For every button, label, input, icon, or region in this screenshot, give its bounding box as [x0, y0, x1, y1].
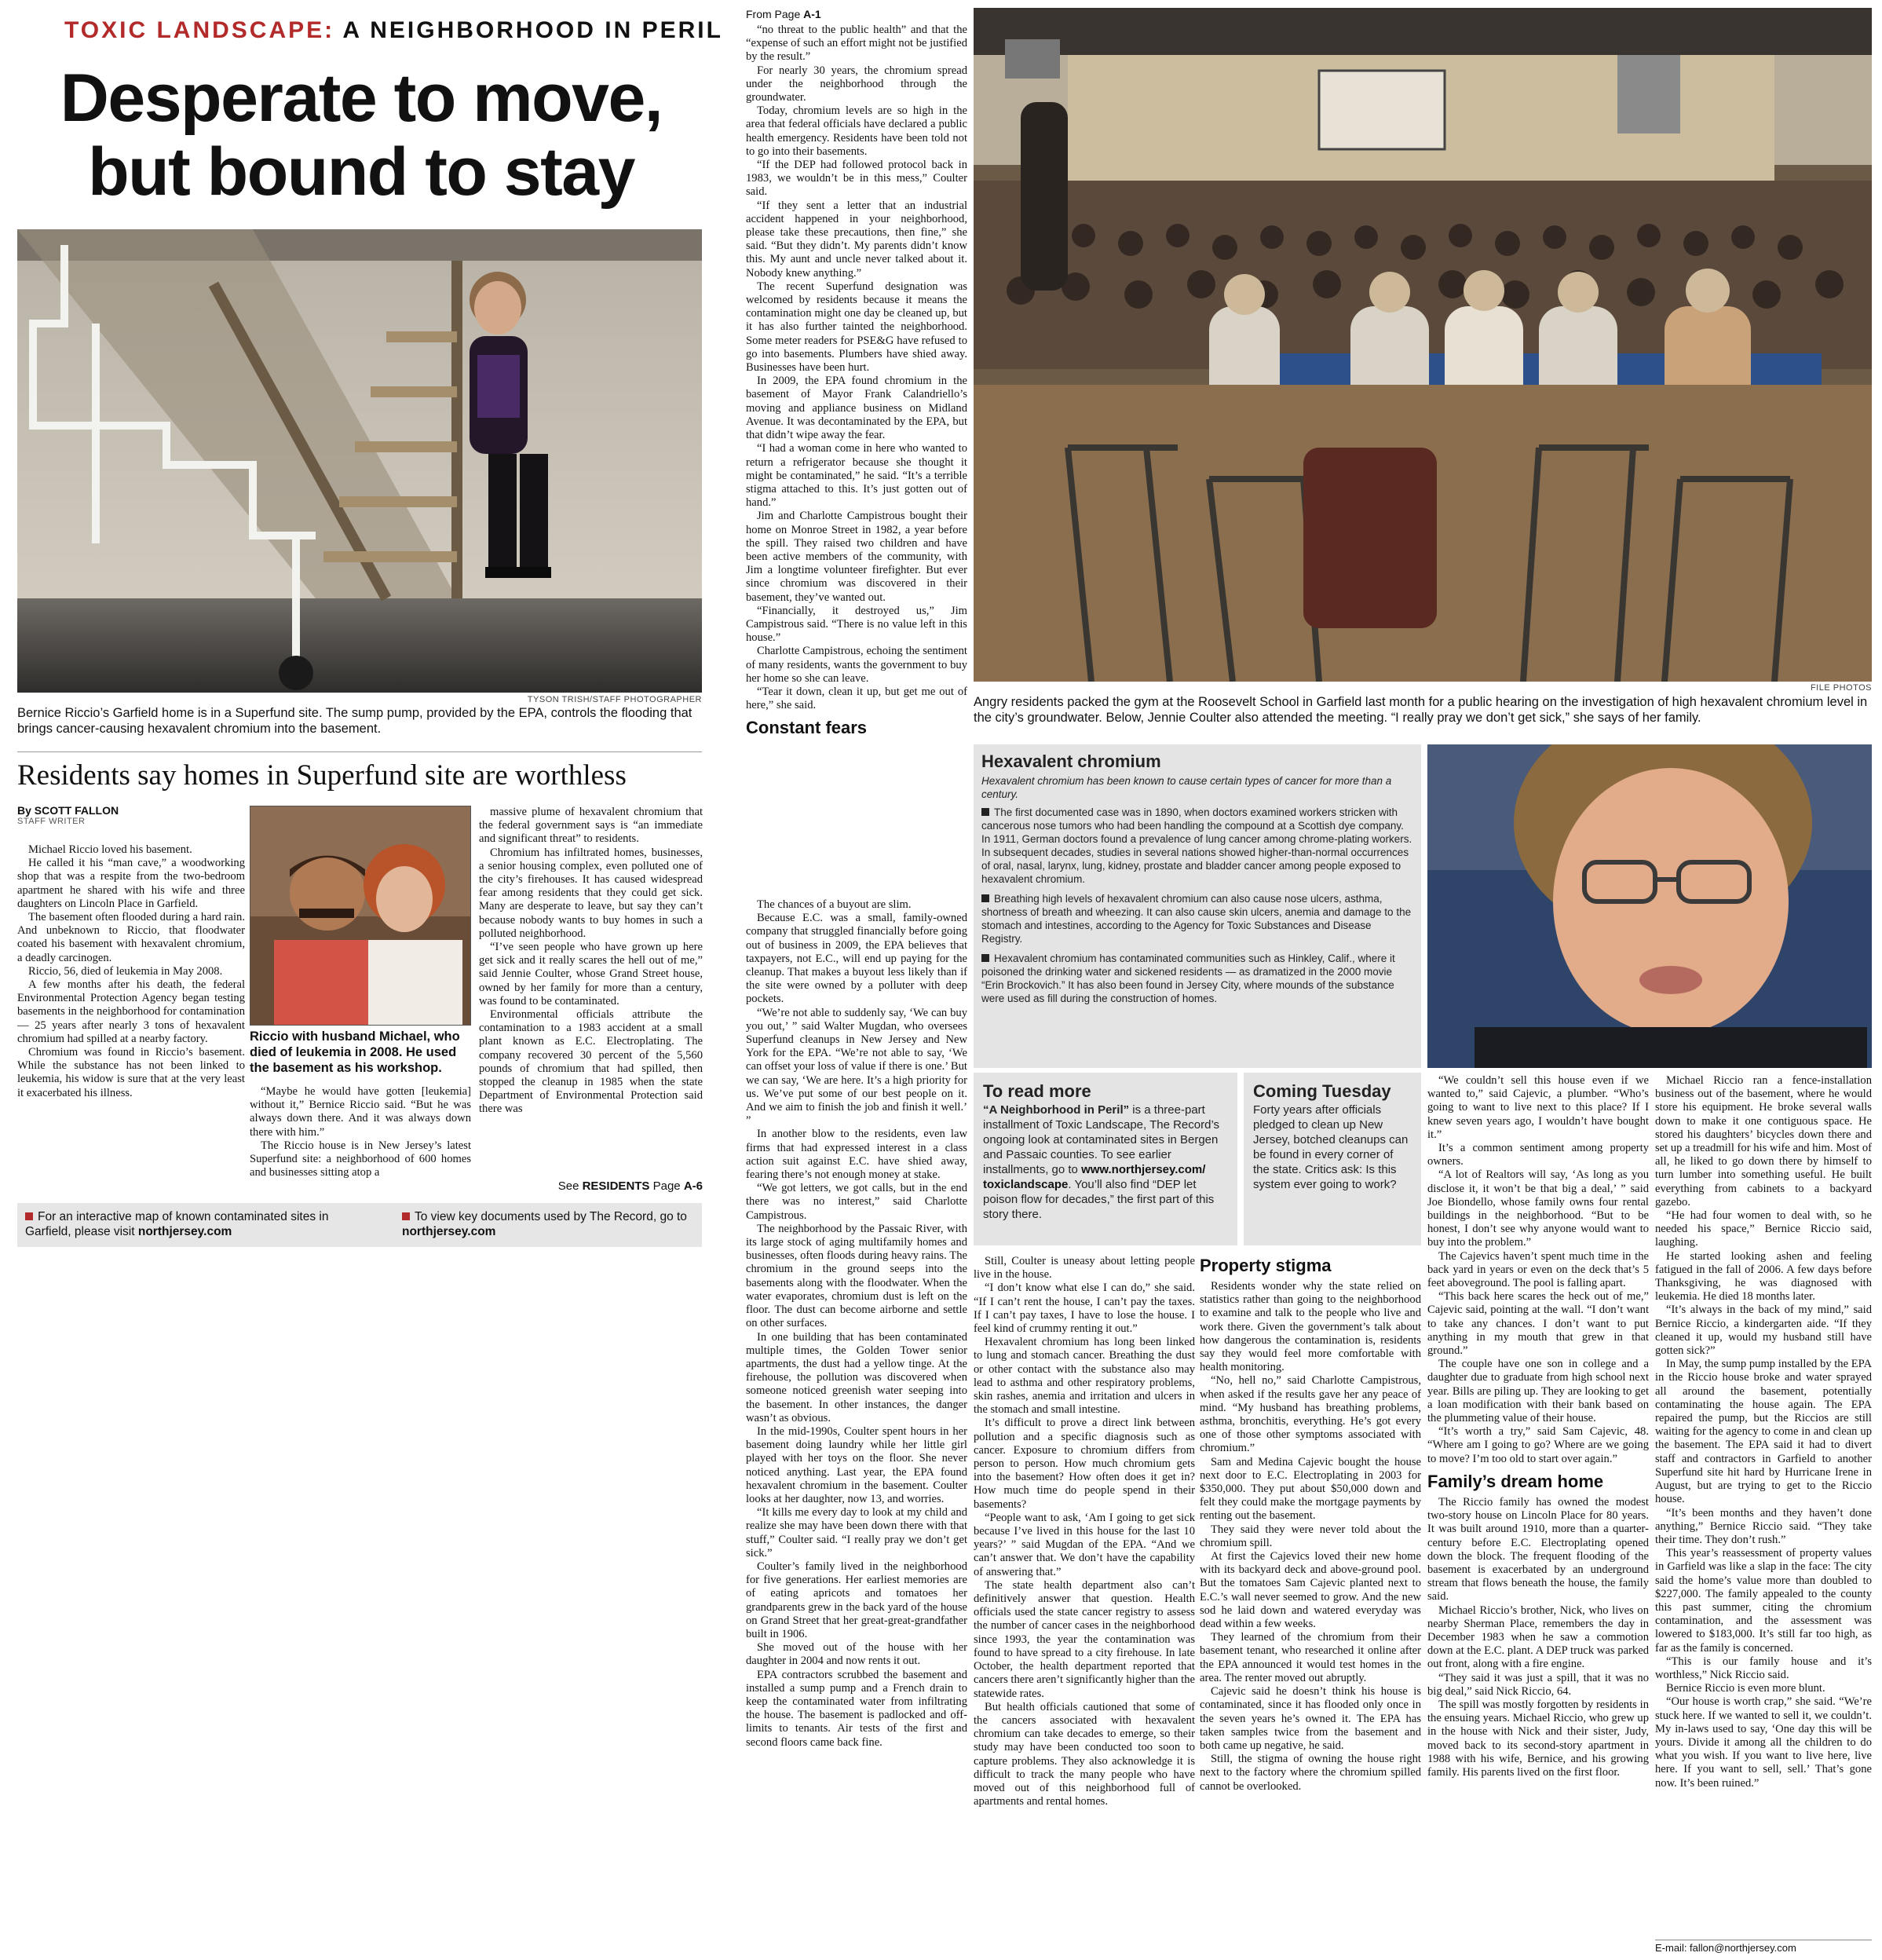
promo-right	[402, 1209, 693, 1239]
paragraph: Chromium was found in Riccio’s basement. While the substance has not been linked to leukemia, his widow is sure that at the very least it exacerbated his illness.	[17, 1046, 245, 1099]
hex-item-text: Breathing high levels of hexavalent chromium can also cause nose ulcers, asthma, shortness of breath and wheezing. It can also cause skin ulcers, anemia and damage to the stomach and intestines, according to the Agency for Toxic Substances and Disease Registry.	[981, 893, 1412, 945]
coming-text: Forty years after officials pledged to clean up New Jersey, botched cleanups can be found in every corner of the state. Critics ask: Is this system ever going to work?	[1253, 1103, 1409, 1191]
paragraph: The Riccio house is in New Jersey’s latest Superfund site: a neighborhood of 600 homes and businesses sitting atop a	[250, 1139, 471, 1179]
paragraph: The couple have one son in college and a daughter due to graduate from high school next year. Bills are piling up. They are looking to get a loan modification with their bank based on the plummeting value of their house.	[1427, 1358, 1649, 1425]
to-read-more-box	[974, 1073, 1237, 1245]
paragraph: Still, the stigma of owning the house right next to the factory where the chromium spilled cannot be overlooked.	[1200, 1753, 1421, 1793]
paragraph: “Our house is worth crap,” she said. “We’re stuck here. If we wanted to sell it, we couldn’t. My in-laws used to say, ‘One day this will be yours. Divide it among all the children to do what you wish. If you want to live here, live here. If you want to sell, sell.’ That’s gone now. It’s been ruined.”	[1655, 1695, 1872, 1790]
paragraph: “It’s worth a try,” said Sam Cajevic, 48. “Where am I going to go? Where are we going to move? I’m too old to start over again.”	[1427, 1425, 1649, 1465]
story-column-d	[1427, 1074, 1649, 1954]
hex-box-item	[981, 892, 1413, 945]
photo-caption: Bernice Riccio’s Garfield home is in a Superfund site. The sump pump, provided by the EPA, controls the flooding that brings cancer-causing hexavalent chromium into the basement.	[17, 706, 693, 736]
paragraph: Residents wonder why the state relied on statistics rather than going to the neighborhood to examine and talk to the people who live and work there. Given the government’s talk about how dangerous the contamination is, residents say they would feel more comfortable with health monitoring.	[1200, 1280, 1421, 1374]
paragraph: “It’s always in the back of my mind,” said Bernice Riccio, a kindergarten aide. “If they cleaned it up, would my husband still have gotten sick?”	[1655, 1304, 1872, 1358]
paragraph: They said they were never told about the chromium spill.	[1200, 1523, 1421, 1549]
paragraph: “Maybe he would have gotten [leukemia] without it,” Bernice Riccio said. “But he was always down there. And it was always down there with him.”	[250, 1085, 471, 1139]
paragraph: “We’re not able to suddenly say, ‘We can buy you out,’ ” said Walter Mugdan, who oversees Superfund cleanups in New Jersey and New York for the EPA. “We’re not able to say, ‘We can offset your loss of value if there is one.’ But we can say, ‘We are here. It’s a high priority for us. We’ve put some of our best people on it. And we aim to finish the job and finish it well.’ ”	[746, 1006, 967, 1128]
inset-caption: Riccio with husband Michael, who died of leukemia in 2008. He used the basement as his workshop.	[250, 1029, 460, 1075]
red-square-bullet-icon	[25, 1212, 33, 1220]
paragraph: Cajevic said he doesn’t think his house is contaminated, since it has flooded only once in the seven years he’s owned it. The EPA has taken samples twice from the basement and both came up negative, he said.	[1200, 1685, 1421, 1752]
big-photo-credit: FILE PHOTOS	[1810, 683, 1872, 693]
story-subhead: Residents say homes in Superfund site are worthless	[17, 759, 627, 792]
meeting-photo-art	[974, 8, 1872, 682]
paragraph: Coulter’s family lived in the neighborhood for five generations. Her earliest memories are of eating apricots and tomatoes her grandparents grew in the back yard of the house on Grand Street that her great-great-grandfather built in 1906.	[746, 1560, 967, 1640]
hex-item-text: Hexavalent chromium has contaminated communities such as Hinkley, Calif., where it poisoned the drinking water and sickened residents — as dramatized in the 2000 movie “Erin Brockovich.” It has also been found in Jersey City, where mounds of the substance were used as fill during the construction of homes.	[981, 953, 1395, 1004]
story-column-1	[17, 843, 245, 1197]
red-square-bullet-icon	[402, 1212, 410, 1220]
paragraph: “It’s been months and they haven’t done anything,” Bernice Riccio said. “They take their time. They don’t rush.”	[1655, 1506, 1872, 1546]
byline-author: By SCOTT FALLON	[17, 804, 119, 817]
paragraph: “If they sent a letter that an industrial accident happened in your neighborhood, please take these precautions, then fine,” she said. “But they didn’t. My parents didn’t know this. My aunt and uncle never talked about it. Nobody knew anything.”	[746, 199, 967, 280]
hex-box-item	[981, 952, 1413, 1005]
paragraph: In May, the sump pump installed by the EPA in the Riccio house broke and water sprayed all around the basement, potentially contaminating the house again. The EPA repaired the pump, but the Riccios are still waiting for the agency to come in and clean up the basement. The EPA said it had to divert staff and contractors in Garfield to another Superfund site hit hard by Hurricane Irene in August, but are trying to get to the Riccio house.	[1655, 1358, 1872, 1506]
coulter-photo	[1427, 744, 1872, 1068]
inset-photo-art	[250, 806, 471, 1026]
section-subhead: Family’s dream home	[1427, 1471, 1604, 1491]
paragraph: massive plume of hexavalent chromium that the federal government says is “an immediate and significant threat” to residents.	[479, 806, 703, 846]
section-subhead: Constant fears	[746, 718, 868, 738]
paragraph: The spill was mostly forgotten by residents in the ensuing years. Michael Riccio, who grew up in the house with Nick and their sister, Judy, moved back to its second-story apartment in 1988 with his wife, Bernice, and his growing family. His parents lived on the first floor.	[1427, 1698, 1649, 1779]
paragraph: Michael Riccio’s brother, Nick, who lives on nearby Sherman Place, remembers the day in December 1983 when he saw a commotion down at the E.C. plant. A DEP truck was parked out front, along with a fire engine.	[1427, 1603, 1649, 1671]
basement-photo-art	[17, 229, 702, 693]
paragraph: It’s difficult to prove a direct link between pollution and a specific diagnosis such as cancer. Exposure to chromium differs from person to person. How much chromium gets into the basement? How often does it get in? How much time do people spend in their basements?	[974, 1417, 1195, 1511]
from-page-label: From Page	[746, 8, 804, 20]
paragraph: “A lot of Realtors will say, ‘As long as you disclose it, it won’t be that big a deal,’ ” said Joe Biondello, whose family owns four rental buildings in the neighborhood. “But to be honest, I don’t see why anyone would want to buy into the problem.”	[1427, 1168, 1649, 1249]
paragraph: “They said it was just a spill, that it was no big deal,” said Nick Riccio, 64.	[1427, 1671, 1649, 1698]
paragraph: The chances of a buyout are slim.	[757, 898, 912, 911]
divider	[17, 751, 702, 752]
paragraph: “He had four women to deal with, so he needed his space,” Bernice Riccio said, laughing.	[1655, 1209, 1872, 1249]
paragraph: Jim and Charlotte Campistrous bought their home on Monroe Street in 1982, a year before the spill. They raised two children and have been active members of the community, with Jim a longtime volunteer firefighter. But ever since chromium was discovered in their basement, they’ve wanted out.	[746, 510, 967, 604]
jump-page-num: A-6	[683, 1179, 703, 1193]
paragraph: The Riccio family has owned the modest two-story house on Lincoln Place for 80 years. It was built around 1910, more than a quarter-century before E.C. Electroplating opened down the block. The frequent flooding of the basement is exacerbated by an underground stream that flows beneath the house, the family said.	[1427, 1495, 1649, 1603]
paragraph: Riccio, 56, died of leukemia in May 2008.	[28, 964, 223, 978]
paragraph: “I had a woman come in here who wanted to return a refrigerator because she thought it might be contaminated,” he said. “It’s a terrible stigma attached to this. It’s just gotten out of hand.”	[746, 442, 967, 510]
paragraph: Because E.C. was a small, family-owned company that struggled financially before going out of business in 2009, the EPA believes that taxpayers, not E.C., will end up paying for the cleanup. That makes a buyout less likely than if the site were owned by a polluter with deep pockets.	[746, 912, 967, 1006]
promo-right-link[interactable]: northjersey.com	[402, 1225, 496, 1238]
read-more-text2: . You’ll also find “DEP let poison flow for decades,” the first part of this story there.	[983, 1178, 1215, 1221]
paragraph: In 2009, the EPA found chromium in the basement of Mayor Frank Calandriello’s moving and appliance business on Midland Avenue. It was decontaminated by the EPA, but that didn’t wipe away the fear.	[746, 375, 967, 442]
byline	[17, 804, 245, 826]
paragraph: In another blow to the residents, even law firms that had expressed interest in a class action suit against E.C. have shied away, fearing there’s not enough money at stake.	[746, 1128, 967, 1182]
headline-line-2: but bound to stay	[88, 134, 634, 210]
paragraph: A few months after his death, the federal Environmental Protection Agency began testing basements in the neighborhood for contamination — 25 years after nearly 3 tons of hexavalent chromium had spilled at a nearby factory.	[17, 978, 245, 1045]
kicker-red: TOXIC LANDSCAPE:	[64, 17, 335, 43]
paragraph: Charlotte Campistrous, echoing the sentiment of many residents, wants the government to buy her home so she can leave.	[746, 645, 967, 685]
basement-photo	[17, 229, 702, 693]
read-more-link[interactable]: www.northjersey.com/ toxiclandscape	[983, 1163, 1206, 1191]
paragraph: “This is our family house and it’s worthless,” Nick Riccio said.	[1655, 1655, 1872, 1681]
hex-box-items	[981, 806, 1413, 1005]
promo-left-link[interactable]: northjersey.com	[137, 1225, 232, 1238]
hex-box-title: Hexavalent chromium	[981, 751, 1161, 771]
meeting-photo	[974, 8, 1872, 682]
paragraph: Still, Coulter is uneasy about letting people live in the house.	[974, 1255, 1195, 1282]
promo-left-text: For an interactive map of known contaminated sites in Garfield, please visit	[25, 1210, 329, 1238]
paragraph: Bernice Riccio is even more blunt.	[1666, 1682, 1825, 1695]
section-kicker	[64, 17, 723, 44]
paragraph: “We got letters, we got calls, but in the end there was no interest,” said Charlotte Campistrous.	[746, 1182, 967, 1222]
coulter-photo-art	[1427, 744, 1872, 1068]
paragraph: Sam and Medina Cajevic bought the house next door to E.C. Electroplating in 2003 for $350,000. They put about $50,000 down and felt they could make the mortgage payments by renting out the basement.	[1200, 1455, 1421, 1523]
promo-bar	[17, 1203, 702, 1247]
paragraph: “This back here scares the heck out of me,” Cajevic said, pointing at the wall. “I don’t want to take any chances. I don’t want to put anything in my mouth that grew in that ground.”	[1427, 1290, 1649, 1358]
paragraph: Today, chromium levels are so high in the area that federal officials have declared a public health emergency. Residents have been told not to go into their basements.	[746, 104, 967, 158]
read-more-body	[983, 1102, 1228, 1222]
paragraph: “Tear it down, clean it up, but get me out of here,” she said.	[746, 685, 967, 712]
paragraph: “I’ve seen people who have grown up here get sick and it really scares the hell out of me,” said Jennie Coulter, whose Grand Street house, owned by her family for more than a century, was found to be contaminated.	[479, 941, 703, 1007]
paragraph: Environmental officials attribute the contamination to a 1983 accident at a small plant known as E.C. Electroplating. The company recovered 30 percent of the 5,560 pounds of chromium that had spilled, then stopped the cleanup in 1985 when the state Department of Environmental Protection said there was	[479, 1008, 703, 1116]
square-bullet-icon	[981, 894, 989, 902]
paragraph: Michael Riccio ran a fence-installation business out of the basement, where he would store his equipment. He broke several walls down to make it one contiguous space. He stored his daughters’ bicycles down there and set up a treadmill for his wife and him. Most of all, he liked to go down there by himself to turn lumber into something useful. He built everything from cabinets to a backyard gazebo.	[1655, 1074, 1872, 1209]
paragraph: “If the DEP had followed protocol back in 1983, we wouldn’t be in this mess,” Coulter said.	[746, 159, 967, 199]
big-photo-caption: Angry residents packed the gym at the Roosevelt School in Garfield last month for a public hearing on the investigation of high hexavalent chromium level in the city’s groundwater. Below, Jennie Coulter also attended the meeting. “I really pray we don’t get sick,” she says of her family.	[974, 695, 1868, 725]
paragraph: “Financially, it destroyed us,” Jim Campistrous said. “There is no value left in this house.”	[746, 604, 967, 645]
story-column-e	[1655, 1074, 1872, 1936]
paragraph: The neighborhood by the Passaic River, with its large stock of aging multifamily homes and businesses, often floods during heavy rains. The chromium in the ground seeps into the basements along with the floodwater. When the water evaporates, chromium dust is left on the floor. The dust can become airborne and settle on other surfaces.	[746, 1222, 967, 1330]
page-headline	[16, 61, 707, 209]
paragraph: She moved out of the house with her daughter in 2004 and now rents it out.	[746, 1641, 967, 1668]
promo-right-text: To view key documents used by The Record, go to	[415, 1210, 687, 1223]
paragraph: “People want to ask, ‘Am I going to get sick because I’ve lived in this house for the last 10 years?’ ” said Mugdan of the EPA. “And we can’t answer that. We don’t have the capability of answering that.”	[974, 1511, 1195, 1578]
hex-box-intro: Hexavalent chromium has been known to cause certain types of cancer for more than a century.	[981, 775, 1392, 800]
photo-credit: TYSON TRISH/STAFF PHOTOGRAPHER	[527, 695, 702, 704]
section-subhead: Property stigma	[1200, 1256, 1332, 1275]
paragraph: He started looking ashen and feeling fatigued in the fall of 2006. A few days before Thanksgiving, he was diagnosed with leukemia. He died 18 months later.	[1655, 1249, 1872, 1304]
paragraph: At first the Cajevics loved their new home with its backyard deck and above-ground pool. But the tomatoes Sam Cajevic planted next to E.C.’s wall never seemed to grow. And the new sod he laid down and watered everyday was dead within a few weeks.	[1200, 1550, 1421, 1631]
paragraph: They learned of the chromium from their basement tenant, who researched it online after the EPA announced it would test homes in the area. The renter moved out abruptly.	[1200, 1631, 1421, 1684]
paragraph: He called it his “man cave,” a woodworking shop that was a respite from the two-bedroom apartment he shared with his wife and three daughters on Lincoln Place in Garfield.	[17, 857, 245, 910]
read-more-series: “A Neighborhood in Peril”	[983, 1103, 1130, 1117]
coming-tuesday-box	[1244, 1073, 1421, 1245]
paragraph: “No, hell no,” said Charlotte Campistrous, when asked if the results gave her any peace of mind. “My husband has breathing problems, asthma, bronchitis, everything. He’s got every one of those other symptoms associated with chromium.”	[1200, 1374, 1421, 1455]
paragraph: The basement often flooded during a hard rain. And unbeknown to Riccio, that floodwater coated his basement with hexavalent chromium, a deadly carcinogen.	[17, 911, 245, 964]
paragraph: EPA contractors scrubbed the basement and installed a sump pump and a French drain to keep the contaminated water from infiltrating the house. The basement is padlocked and off-limits to tenants. Air tests of the first and second floors came back fine.	[746, 1668, 967, 1749]
story-column-a	[746, 24, 967, 898]
hex-box-item	[981, 806, 1413, 886]
story-column-c	[1200, 1255, 1421, 1954]
hexavalent-chromium-box	[974, 744, 1421, 1068]
jump-line	[479, 1179, 703, 1193]
story-column-2	[479, 806, 703, 1179]
paragraph: “I don’t know what else I can do,” she said. “If I can’t rent the house, I can’t pay the taxes. If I can’t pay taxes, I have to lose the house. I feel kind of crummy renting it out.”	[974, 1282, 1195, 1336]
paragraph: In the mid-1990s, Coulter spent hours in her basement doing laundry while her little girl played with her toys on the floor. She never noticed anything. Last year, the EPA found hexavalent chromium in the basement. Coulter looks at her daughter, now 13, and worries.	[746, 1424, 967, 1505]
paragraph: Hexavalent chromium has long been linked to lung and stomach cancer. Breathing the dust or other contact with the substance also may lead to asthma and other respiratory problems, skin rashes, anemia and irritation and ulcers in the stomach and small intestine.	[974, 1336, 1195, 1417]
promo-left	[25, 1209, 355, 1239]
story-column-1b	[250, 1085, 471, 1195]
paragraph: The recent Superfund designation was welcomed by residents because it means the contamination might one day be cleaned up, but it has also further tainted the neighborhood. Some meter readers for PSE&G have refused to go into basements. Plumbers have shied away. Businesses have been hurt.	[746, 280, 967, 375]
paragraph: “It kills me every day to look at my child and realize she may have been down there with that stuff,” Coulter said. “I really pray we don’t get sick.”	[746, 1506, 967, 1560]
kicker-rest: A NEIGHBORHOOD IN PERIL	[334, 17, 723, 43]
paragraph: The state health department also can’t definitively answer that question. Health officials used the state cancer registry to assess the number of cancer cases in the neighborhood since 1993, the year the contamination was found to have spread to a city firehouse. In late October, the health department reported that cancers there aren’t significantly higher than the statewide rates.	[974, 1578, 1195, 1700]
paragraph: But health officials cautioned that some of the cancers associated with hexavalent chromium can take decades to emerge, so their study may have been conducted too soon to capture problems. They also acknowledge it is difficult to track the many people who have moved out of this neighborhood full of apartments and rental homes.	[974, 1700, 1195, 1808]
paragraph: It’s a common sentiment among property owners.	[1427, 1142, 1649, 1168]
paragraph: Michael Riccio loved his basement.	[28, 843, 192, 856]
paragraph: In one building that has been contaminated multiple times, the Golden Tower senior apartments, the dust had a yellow tinge. At the firehouse, the pollution was discovered when someone noticed greenish water seeping into the basement. In other instances, the danger wasn’t as obvious.	[746, 1330, 967, 1424]
byline-title: STAFF WRITER	[17, 817, 86, 826]
square-bullet-icon	[981, 808, 989, 816]
from-page-num: A-1	[803, 8, 821, 20]
paragraph: For nearly 30 years, the chromium spread under the neighborhood through the groundwater.	[746, 64, 967, 104]
from-page	[746, 8, 821, 20]
paragraph: Chromium has infiltrated homes, businesses, a senior housing complex, even polluted one of the city’s firehouses. It has caused widespread fear among residents that they could get sick. Many are desperate to leave, but say they can’t because nobody wants to buy homes in such a polluted neighborhood.	[479, 846, 703, 940]
read-more-text1: is a three-part installment of Toxic Landscape, The Record’s ongoing look at contaminated sites in Bergen and Passaic counties. To see earlier installments, go to	[983, 1103, 1220, 1176]
story-column-a2	[746, 898, 967, 1955]
story-column-b	[974, 1255, 1195, 1954]
author-email: E-mail: fallon@northjersey.com	[1655, 1940, 1872, 1954]
headline-line-1: Desperate to move,	[60, 60, 663, 136]
hex-item-text: The first documented case was in 1890, when doctors examined workers stricken with cancerous nose tumors who had been handling the compound at a Scottish dye company. In 1911, German doctors found a prevalence of lung cancer among chrome-plating workers. In subsequent decades, studies in several nations showed higher-than-normal occurrences of oral, nasal, larynx, lung, kidney, prostate and bladder cancer among people exposed to hexavalent chromium.	[981, 806, 1412, 885]
paragraph: “We couldn’t sell this house even if we wanted to,” said Cajevic, a plumber. “Who’s going to want to live next to this place? If I knew seven years ago, I wouldn’t have bought it.”	[1427, 1074, 1649, 1141]
jump-see: See	[557, 1179, 583, 1193]
paragraph: “no threat to the public health” and that the “expense of such an effort might not be justified by the result.”	[746, 24, 967, 64]
paragraph: This year’s reassessment of property values in Garfield was like a slap in the face: The city said the home’s value more than doubled to $227,000. The family appealed to the county this past summer, citing the chromium contamination, and the assessment was lowered to $183,000. It’s still far too high, as far as the family is concerned.	[1655, 1547, 1872, 1655]
jump-page-word: Page	[649, 1179, 684, 1193]
square-bullet-icon	[981, 954, 989, 962]
read-more-title: To read more	[983, 1081, 1091, 1101]
inset-couple-photo	[250, 806, 471, 1026]
jump-slug[interactable]: RESIDENTS	[582, 1179, 650, 1193]
paragraph: The Cajevics haven’t spent much time in the back yard in years or even on the deck that’s 5 feet aboveground. The pool is falling apart.	[1427, 1249, 1649, 1290]
coming-title: Coming Tuesday	[1253, 1081, 1391, 1101]
